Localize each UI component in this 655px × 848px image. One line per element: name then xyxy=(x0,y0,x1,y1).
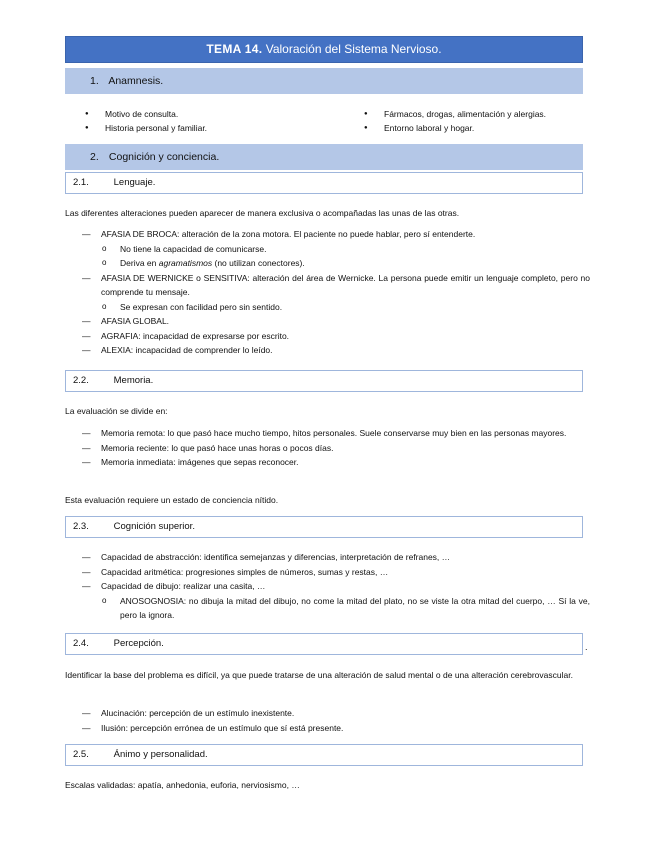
subsection-lenguaje xyxy=(65,172,583,194)
subsection-cognicion-superior xyxy=(65,516,583,538)
list-item: ● Fármacos, drogas, alimentación y alergias. xyxy=(364,107,546,121)
list-item: — AFASIA GLOBAL. xyxy=(82,314,590,329)
list-item: — Capacidad aritmética: progresiones simples de números, sumas y restas, … xyxy=(82,565,590,580)
anamnesis-list-right xyxy=(364,107,546,135)
sub-item: o No tiene la capacidad de comunicarse. xyxy=(82,242,590,257)
subsection-number: 2.2. xyxy=(73,375,89,386)
section-label: Cognición y conciencia. xyxy=(108,151,220,163)
subsection-label: Memoria. xyxy=(113,375,154,386)
anamnesis-list-left xyxy=(85,107,207,135)
sub-item: o Se expresan con facilidad pero sin sentido. xyxy=(82,300,590,315)
list-item: — Capacidad de abstracción: identifica semejanzas y diferencias, interpretación de refranes, … xyxy=(82,550,590,565)
lenguaje-list xyxy=(82,227,590,358)
subsection-number: 2.1. xyxy=(73,177,89,188)
title-bold: TEMA 14. xyxy=(206,42,263,56)
sub-item: o ANOSOGNOSIA: no dibuja la mitad del dibujo, no come la mitad del plato, no se viste la otra mitad del cuerpo, … Sí la ve, pero la ignora. xyxy=(82,594,590,623)
subsection-percepcion xyxy=(65,633,583,655)
section-anamnesis xyxy=(65,68,583,94)
sub-item-text: (no utilizan conectores). xyxy=(212,258,305,268)
list-item: — ALEXIA: incapacidad de comprender lo leído. xyxy=(82,343,590,358)
list-item: ● Entorno laboral y hogar. xyxy=(364,121,546,135)
subsection-number: 2.4. xyxy=(73,638,89,649)
subsection-animo xyxy=(65,744,583,766)
memoria-outro: Esta evaluación requiere un estado de conciencia nítido. xyxy=(65,495,279,505)
percepcion-list xyxy=(82,706,590,735)
subsection-label: Percepción. xyxy=(113,638,164,649)
list-item: ● Historia personal y familiar. xyxy=(85,121,207,135)
stray-dot: . xyxy=(585,642,588,652)
broca-sublist xyxy=(82,242,590,271)
list-item: — AFASIA DE BROCA: alteración de la zona motora. El paciente no puede hablar, pero sí entenderte. xyxy=(82,227,590,242)
list-item: — AFASIA DE WERNICKE o SENSITIVA: alteración del área de Wernicke. La persona puede emitir un lenguaje completo, pero no comprende tu mensaje. xyxy=(82,271,590,300)
section-number: 1. xyxy=(90,75,99,87)
cognicion-list xyxy=(82,550,590,623)
list-item: — Capacidad de dibujo: realizar una casita, … xyxy=(82,579,590,594)
list-item: ● Motivo de consulta. xyxy=(85,107,207,121)
title-rest: Valoración del Sistema Nervioso. xyxy=(262,42,442,56)
subsection-label: Ánimo y personalidad. xyxy=(113,749,208,760)
subsection-label: Lenguaje. xyxy=(113,177,156,188)
subsection-label: Cognición superior. xyxy=(113,521,195,532)
dibujo-sublist xyxy=(82,594,590,623)
list-item: — AGRAFIA: incapacidad de expresarse por escrito. xyxy=(82,329,590,344)
section-cognicion xyxy=(65,144,583,170)
sub-item-text: Deriva en xyxy=(120,258,159,268)
list-item: — Memoria inmediata: imágenes que sepas reconocer. xyxy=(82,455,590,470)
wernicke-sublist xyxy=(82,300,590,315)
percepcion-intro: Identificar la base del problema es difícil, ya que puede tratarse de una alteración de salud mental o de una alteración cerebrovascular. xyxy=(65,670,573,680)
list-item: — Memoria remota: lo que pasó hace mucho tiempo, hitos personales. Suele conservarse muy bien en las personas mayores. xyxy=(82,426,590,441)
sub-item xyxy=(82,256,590,271)
subsection-number: 2.5. xyxy=(73,749,89,760)
subsection-number: 2.3. xyxy=(73,521,89,532)
sub-item-italic: agramatismos xyxy=(158,258,213,268)
list-item: — Memoria reciente: lo que pasó hace unas horas o pocos días. xyxy=(82,441,590,456)
memoria-list xyxy=(82,426,590,470)
section-number: 2. xyxy=(90,151,99,163)
list-item: — Ilusión: percepción errónea de un estímulo que sí está presente. xyxy=(82,721,590,736)
animo-text: Escalas validadas: apatía, anhedonia, euforia, nerviosismo, … xyxy=(65,780,300,790)
memoria-intro: La evaluación se divide en: xyxy=(65,406,168,416)
list-item: — Alucinación: percepción de un estímulo inexistente. xyxy=(82,706,590,721)
section-label: Anamnesis. xyxy=(108,75,164,87)
document-title xyxy=(65,36,583,63)
subsection-memoria xyxy=(65,370,583,392)
lenguaje-intro: Las diferentes alteraciones pueden aparecer de manera exclusiva o acompañadas las unas de las otras. xyxy=(65,208,460,218)
